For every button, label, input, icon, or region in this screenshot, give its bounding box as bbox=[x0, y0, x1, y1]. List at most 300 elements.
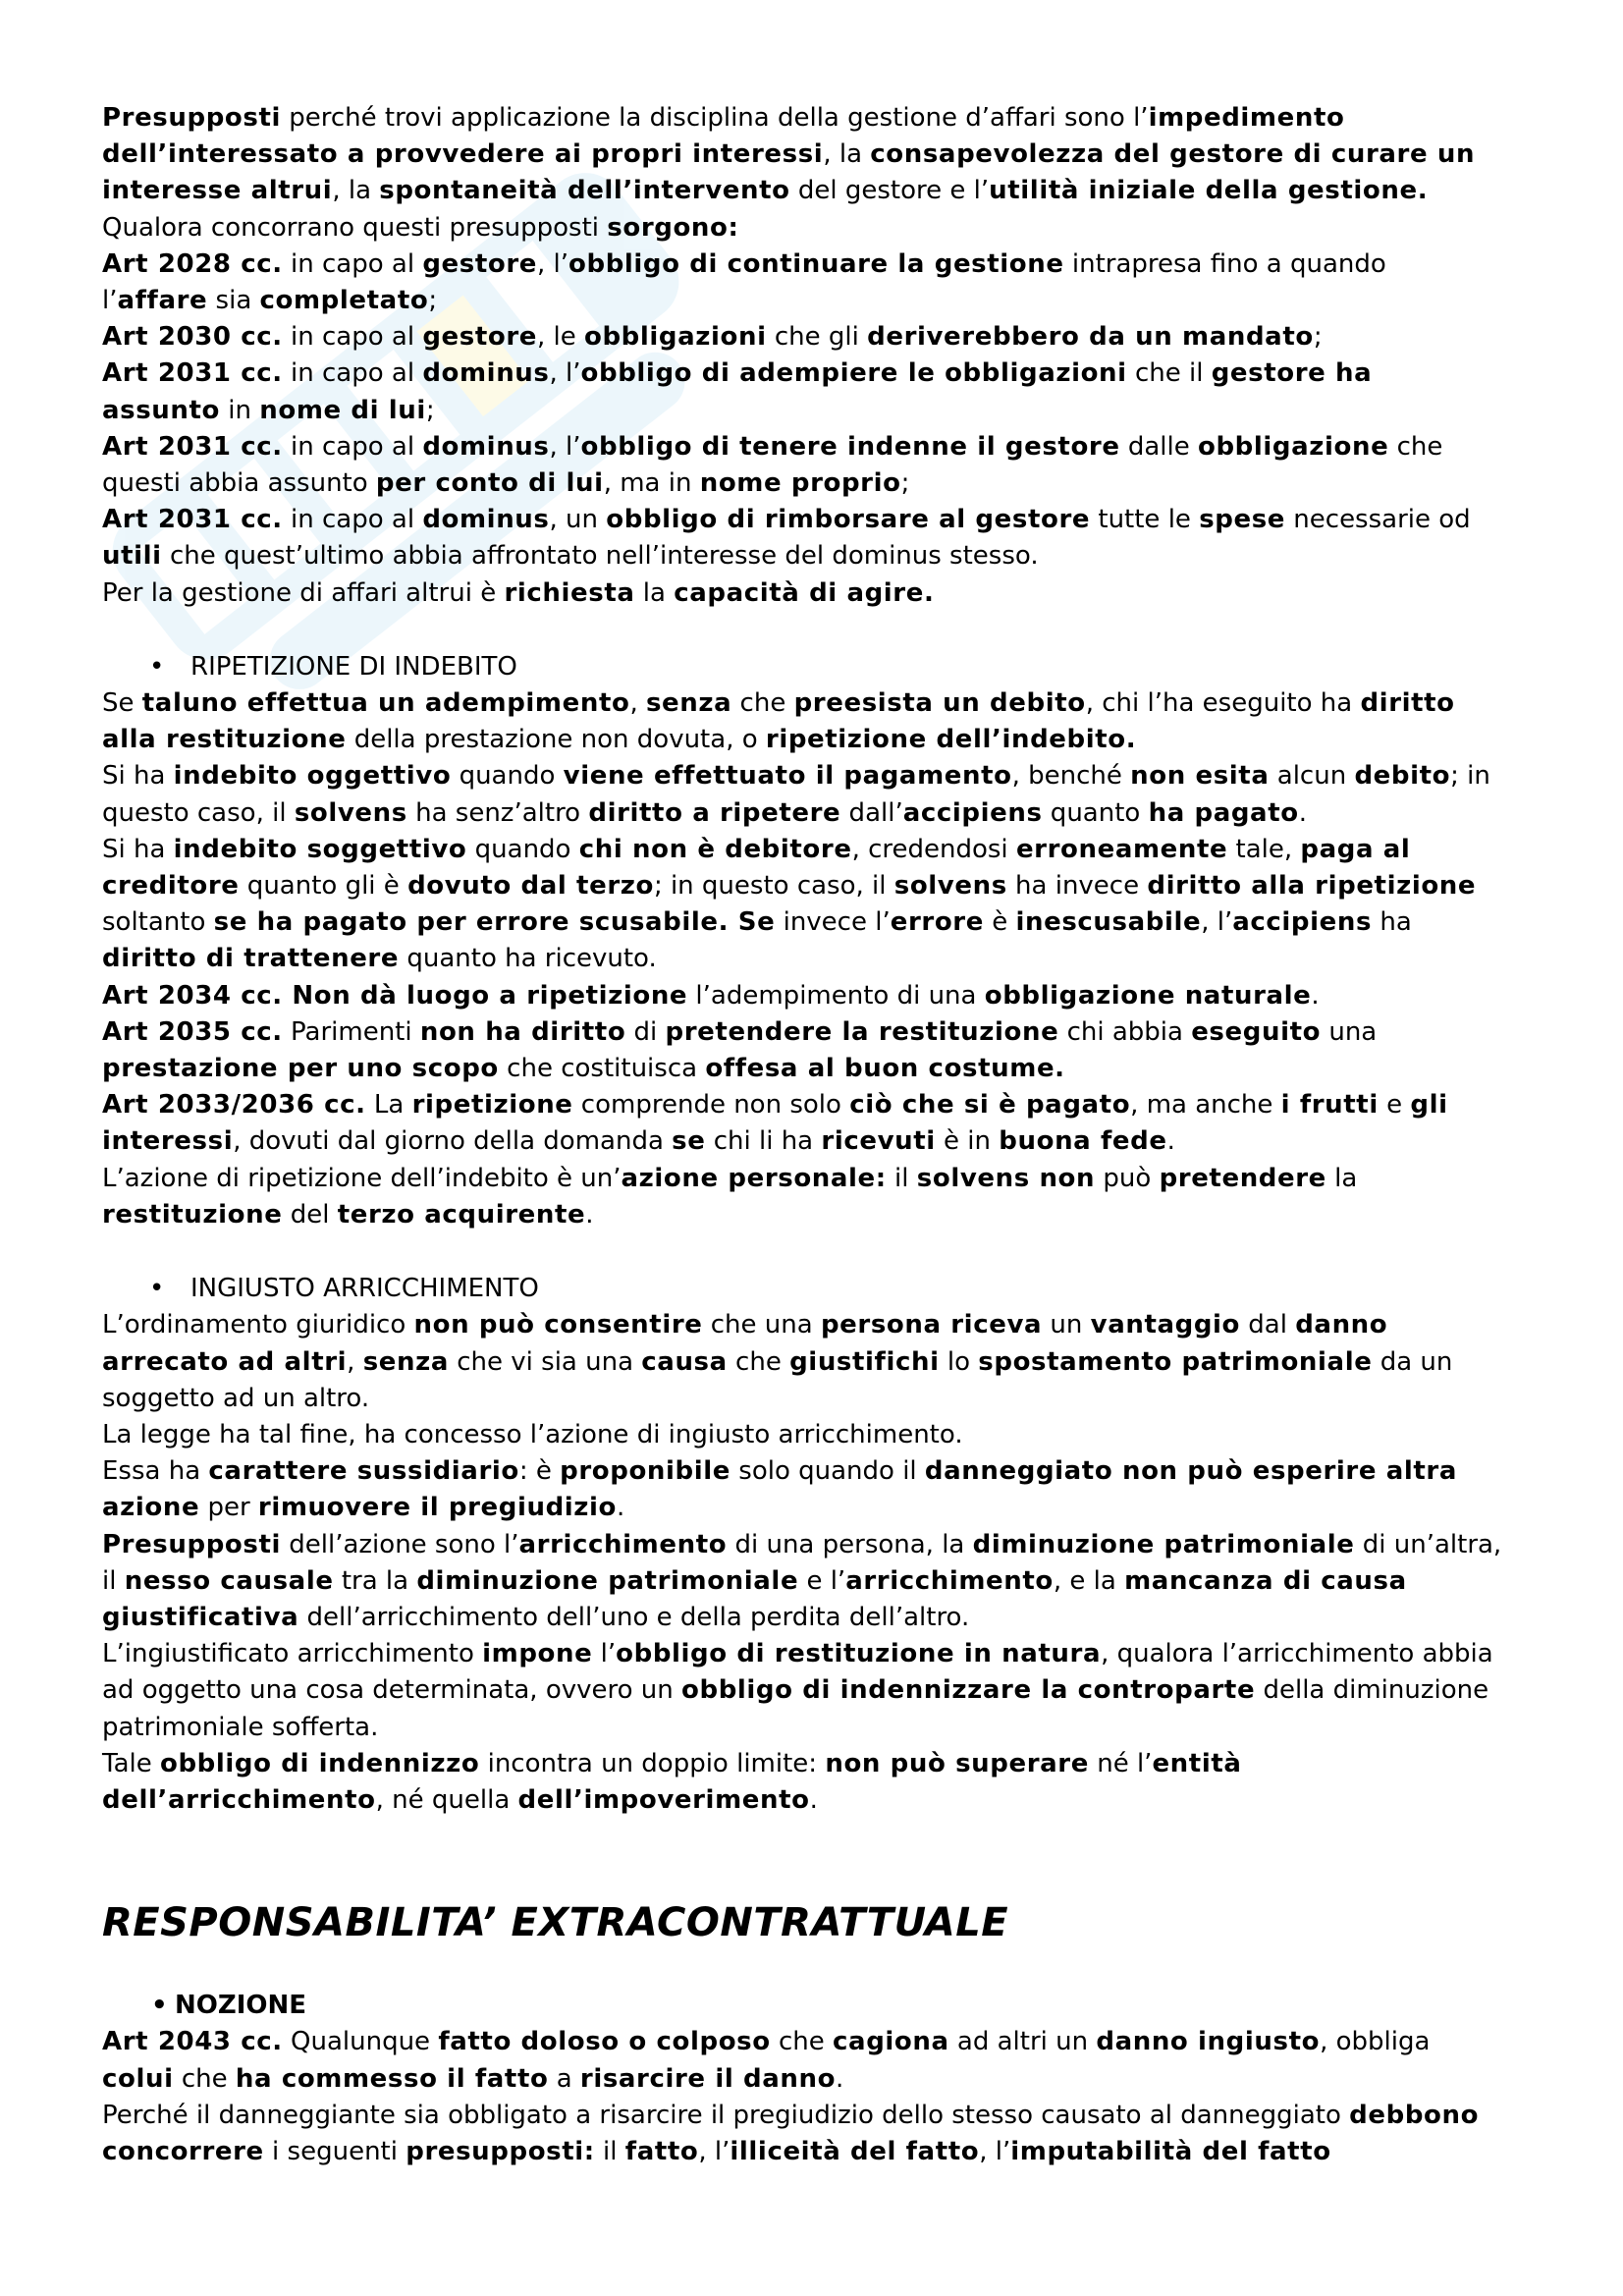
bold-term: dovuto dal terzo bbox=[407, 871, 654, 902]
text-run: : è bbox=[518, 1456, 561, 1487]
text-run: che costituisca bbox=[498, 1054, 706, 1084]
text-run: che bbox=[731, 688, 794, 719]
text-run: , bbox=[347, 1346, 363, 1377]
bullet-heading bbox=[102, 1988, 1536, 2024]
bullet-dot: • bbox=[151, 1991, 168, 2021]
text-run: , un bbox=[549, 505, 607, 535]
text-run: , dovuti dal giorno della domanda bbox=[233, 1126, 673, 1157]
text-run: che quest’ultimo abbia affrontato nell’interesse del dominus stesso. bbox=[161, 541, 1039, 572]
bold-term: offesa al buon costume. bbox=[705, 1054, 1065, 1084]
text-run: Per la gestione di affari altrui è bbox=[102, 577, 505, 608]
text-line bbox=[102, 1527, 1536, 1563]
bold-term: colui bbox=[102, 2063, 174, 2094]
text-run: , e la bbox=[1053, 1565, 1125, 1596]
bold-term: se ha pagato per errore scusabile. Se bbox=[213, 907, 776, 938]
text-run: che il bbox=[1126, 358, 1212, 389]
bold-term: rimuovere il pregiudizio bbox=[257, 1493, 618, 1523]
bold-term: indebito oggettivo bbox=[173, 761, 452, 792]
paragraph bbox=[102, 100, 1536, 612]
text-run: di una persona, la bbox=[727, 1529, 973, 1559]
bold-term: persona riceva bbox=[820, 1310, 1043, 1340]
bold-term: obbligo di restituzione in natura bbox=[616, 1639, 1102, 1669]
text-line bbox=[102, 1710, 1536, 1746]
text-run: Parimenti bbox=[282, 1016, 420, 1047]
bold-term: obbligo di adempiere le obbligazioni bbox=[580, 358, 1127, 389]
bold-term: creditore bbox=[102, 871, 240, 902]
text-line bbox=[102, 832, 1536, 868]
text-line bbox=[102, 2134, 1536, 2170]
bold-term: proponibile bbox=[560, 1456, 731, 1487]
text-run: la bbox=[1325, 1163, 1358, 1193]
text-line bbox=[102, 1746, 1536, 1782]
paragraph bbox=[102, 685, 1536, 1233]
text-run: in capo al bbox=[282, 248, 423, 279]
text-line bbox=[102, 978, 1536, 1014]
bullet-heading bbox=[102, 649, 1536, 685]
bold-term: presupposti: bbox=[406, 2136, 595, 2166]
bold-term: paga al bbox=[1300, 834, 1411, 864]
bold-term: gli bbox=[1410, 1090, 1448, 1121]
bold-term: debbono bbox=[1349, 2100, 1480, 2130]
text-line bbox=[102, 1782, 1536, 1819]
bold-term: cagiona bbox=[833, 2027, 949, 2057]
text-line bbox=[102, 1051, 1536, 1087]
text-run: Se bbox=[102, 688, 142, 719]
bold-term: completato bbox=[259, 286, 429, 316]
bold-term: diritto di trattenere bbox=[102, 944, 400, 974]
text-run: L’azione di ripetizione dell’indebito è un’ bbox=[102, 1163, 622, 1193]
bold-term: buona fede bbox=[999, 1126, 1167, 1157]
bold-term: ripetizione bbox=[411, 1090, 573, 1121]
text-run: Essa ha bbox=[102, 1456, 209, 1487]
text-run: , l’ bbox=[536, 248, 569, 279]
bold-term: utili bbox=[102, 541, 162, 572]
spacer bbox=[102, 1233, 1536, 1271]
text-line bbox=[102, 100, 1536, 137]
bold-term: ha commesso il fatto bbox=[235, 2063, 549, 2094]
text-run: e l’ bbox=[798, 1565, 846, 1596]
bold-term: dell’interessato a provvedere ai propri interessi bbox=[102, 139, 824, 170]
text-run: Qualora concorrano questi presupposti bbox=[102, 212, 608, 243]
bold-term: dominus bbox=[422, 358, 550, 389]
text-run: che gli bbox=[766, 322, 868, 353]
text-run: , né quella bbox=[375, 1784, 518, 1815]
text-line bbox=[102, 1344, 1536, 1381]
text-run: Qualunque bbox=[282, 2027, 439, 2057]
bold-term: obbligo di indennizzare la controparte bbox=[681, 1675, 1256, 1706]
text-run: tra la bbox=[333, 1565, 417, 1596]
bold-term: non può consentire bbox=[413, 1310, 703, 1340]
text-line bbox=[102, 2024, 1536, 2060]
document-page bbox=[102, 100, 1536, 2170]
bold-term: gestore bbox=[422, 248, 537, 279]
bold-term: accipiens bbox=[1232, 907, 1373, 938]
bold-term: non può superare bbox=[825, 1748, 1089, 1778]
text-run: dal bbox=[1240, 1310, 1296, 1340]
bold-term: capacità di agire. bbox=[674, 577, 935, 608]
text-run: è in bbox=[935, 1126, 1000, 1157]
text-run: quanto ha ricevuto. bbox=[399, 944, 657, 974]
bold-term: dominus bbox=[422, 431, 550, 462]
bold-term: Art 2031 cc. bbox=[102, 505, 283, 535]
text-run: il bbox=[886, 1163, 917, 1193]
bold-term: Art 2031 cc. bbox=[102, 358, 283, 389]
text-line bbox=[102, 319, 1536, 355]
bold-term: risarcire il danno bbox=[579, 2063, 837, 2094]
bold-term: giustifichi bbox=[789, 1346, 940, 1377]
bold-term: affare bbox=[117, 286, 208, 316]
bold-term: accipiens bbox=[902, 797, 1043, 828]
bold-term: dell’arricchimento bbox=[102, 1784, 376, 1815]
text-run: quanto bbox=[1042, 797, 1149, 828]
bullet-dot: • bbox=[149, 651, 165, 682]
text-line bbox=[102, 1014, 1536, 1051]
text-run: la bbox=[634, 577, 675, 608]
text-run: , credendosi bbox=[851, 834, 1016, 864]
bold-term: pretendere bbox=[1159, 1163, 1326, 1193]
text-run: Si ha bbox=[102, 834, 174, 864]
text-line bbox=[102, 1161, 1536, 1197]
text-run: soggetto ad un altro. bbox=[102, 1383, 370, 1413]
bold-term: obbligazione naturale bbox=[984, 980, 1312, 1011]
text-line bbox=[102, 502, 1536, 538]
text-run: questo caso, il bbox=[102, 797, 295, 828]
text-run: , benché bbox=[1011, 761, 1131, 792]
bold-term: danno bbox=[1295, 1310, 1388, 1340]
text-run: . bbox=[836, 2063, 844, 2094]
text-run: intrapresa fino a quando bbox=[1063, 248, 1386, 279]
text-run: ad oggetto una cosa determinata, ovvero un bbox=[102, 1675, 682, 1706]
text-line bbox=[102, 246, 1536, 283]
bold-term: interessi bbox=[102, 1126, 234, 1157]
bold-term: chi non è debitore bbox=[578, 834, 852, 864]
bold-term: fatto doloso o colposo bbox=[438, 2027, 771, 2057]
spacer bbox=[102, 1819, 1536, 1895]
text-run: da un bbox=[1372, 1346, 1453, 1377]
bold-term: carattere sussidiario bbox=[208, 1456, 519, 1487]
paragraph bbox=[102, 2024, 1536, 2170]
bold-term: se bbox=[672, 1126, 706, 1157]
text-run: , l’ bbox=[979, 2136, 1011, 2166]
text-run: l’adempimento di una bbox=[687, 980, 985, 1011]
text-run: Si ha bbox=[102, 761, 174, 792]
text-run: ; in questo caso, il bbox=[653, 871, 894, 902]
bold-term: non ha diritto bbox=[419, 1016, 626, 1047]
bold-term: Art 2034 cc. Non dà luogo a ripetizione bbox=[102, 980, 688, 1011]
bold-term: diritto alla ripetizione bbox=[1147, 871, 1477, 902]
text-run: di un’altra, bbox=[1354, 1529, 1502, 1559]
bold-term: deriverebbero da un mandato bbox=[867, 322, 1314, 353]
text-line bbox=[102, 1453, 1536, 1490]
text-run: dell’arricchimento dell’uno e della perdita dell’altro. bbox=[298, 1602, 970, 1632]
bold-term: eseguito bbox=[1191, 1016, 1322, 1047]
bold-term: Art 2028 cc. bbox=[102, 248, 283, 279]
bold-term: ricevuti bbox=[821, 1126, 936, 1157]
bold-term: Presupposti bbox=[102, 103, 281, 133]
bold-term: dominus bbox=[422, 505, 550, 535]
text-run: solo quando il bbox=[730, 1456, 925, 1487]
text-run: , la bbox=[332, 176, 380, 206]
bold-term: arricchimento bbox=[845, 1565, 1054, 1596]
text-line bbox=[102, 173, 1536, 209]
bold-term: Art 2043 cc. bbox=[102, 2027, 283, 2057]
bold-term: azione bbox=[102, 1493, 200, 1523]
bold-term: obbligazioni bbox=[584, 322, 767, 353]
spacer bbox=[102, 612, 1536, 649]
bold-term: ripetizione dell’indebito. bbox=[765, 725, 1137, 755]
text-run: che bbox=[770, 2027, 834, 2057]
bold-term: impone bbox=[482, 1639, 593, 1669]
text-run: della prestazione non dovuta, o bbox=[346, 725, 766, 755]
bold-term: obbligo di continuare la gestione bbox=[568, 248, 1064, 279]
text-run: è bbox=[983, 907, 1016, 938]
text-run: quanto gli è bbox=[239, 871, 408, 902]
bold-term: spostamento patrimoniale bbox=[978, 1346, 1373, 1377]
bullet-heading-text: NOZIONE bbox=[175, 1991, 307, 2021]
text-run: . bbox=[617, 1493, 625, 1523]
bold-term: gestore bbox=[422, 322, 537, 353]
bold-term: pretendere la restituzione bbox=[665, 1016, 1059, 1047]
bold-term: solvens non bbox=[916, 1163, 1096, 1193]
text-run: tale, bbox=[1227, 834, 1301, 864]
bold-term: inescusabile bbox=[1015, 907, 1202, 938]
text-run: l’ bbox=[592, 1639, 617, 1669]
text-line bbox=[102, 393, 1536, 429]
text-run: dalle bbox=[1119, 431, 1198, 462]
bold-term: prestazione per uno scopo bbox=[102, 1054, 499, 1084]
bold-term: senza bbox=[362, 1346, 449, 1377]
text-run: ; bbox=[425, 395, 435, 425]
bold-term: indebito soggettivo bbox=[173, 834, 467, 864]
text-run: dall’ bbox=[840, 797, 903, 828]
text-line bbox=[102, 210, 1536, 246]
bold-term: per conto di lui bbox=[375, 468, 604, 499]
bold-term: obbligo di tenere indenne il gestore bbox=[580, 431, 1120, 462]
bold-term: illiceità del fatto bbox=[730, 2136, 980, 2166]
bold-term: obbligazione bbox=[1198, 431, 1389, 462]
bold-term: richiesta bbox=[504, 577, 635, 608]
text-run: della diminuzione bbox=[1255, 1675, 1489, 1706]
bold-term: azione personale: bbox=[621, 1163, 887, 1193]
text-run: in capo al bbox=[282, 358, 423, 389]
text-run: in capo al bbox=[282, 322, 423, 353]
bold-term: non esita bbox=[1130, 761, 1270, 792]
bold-term: causa bbox=[641, 1346, 728, 1377]
text-line bbox=[102, 465, 1536, 502]
text-line bbox=[102, 575, 1536, 612]
bold-term: diminuzione patrimoniale bbox=[972, 1529, 1355, 1559]
text-run: perché trovi applicazione la disciplina della gestione d’affari sono l’ bbox=[281, 103, 1149, 133]
bold-term: errore bbox=[890, 907, 984, 938]
text-run: quando bbox=[466, 834, 579, 864]
text-run: invece l’ bbox=[775, 907, 891, 938]
text-run: ; bbox=[428, 286, 438, 316]
text-run: , ma anche bbox=[1130, 1090, 1281, 1121]
text-run: che una bbox=[702, 1310, 821, 1340]
text-run: l’ bbox=[102, 286, 118, 316]
text-run: ad altri un bbox=[948, 2027, 1097, 2057]
bold-term: ciò che si è pagato bbox=[849, 1090, 1131, 1121]
bold-term: nome di lui bbox=[259, 395, 426, 425]
text-run: Tale bbox=[102, 1748, 160, 1778]
bold-term: assunto bbox=[102, 395, 221, 425]
text-line bbox=[102, 1672, 1536, 1709]
text-run: può bbox=[1095, 1163, 1160, 1193]
text-line bbox=[102, 758, 1536, 794]
text-line bbox=[102, 137, 1536, 173]
text-run: tutte le bbox=[1090, 505, 1200, 535]
bullet-heading bbox=[102, 1271, 1536, 1307]
text-run: questi abbia assunto bbox=[102, 468, 376, 499]
bold-term: obbligo di indennizzo bbox=[160, 1748, 480, 1778]
text-run: per bbox=[199, 1493, 258, 1523]
text-run: , ma in bbox=[603, 468, 700, 499]
text-run: La legge ha tal fine, ha concesso l’azione di ingiusto arricchimento. bbox=[102, 1419, 963, 1449]
bold-term: impedimento bbox=[1148, 103, 1345, 133]
bold-term: erroneamente bbox=[1015, 834, 1228, 864]
bold-term: viene effettuato il pagamento bbox=[563, 761, 1012, 792]
text-run: . bbox=[809, 1784, 818, 1815]
text-line bbox=[102, 1307, 1536, 1343]
bold-term: diminuzione patrimoniale bbox=[416, 1565, 799, 1596]
text-line bbox=[102, 795, 1536, 832]
text-run: , l’ bbox=[549, 358, 581, 389]
bold-term: preesista un debito bbox=[793, 688, 1086, 719]
bold-term: Art 2033/2036 cc. bbox=[102, 1090, 366, 1121]
spacer bbox=[102, 1950, 1536, 1988]
text-line bbox=[102, 1600, 1536, 1636]
bold-term: consapevolezza del gestore di curare un bbox=[870, 139, 1476, 170]
text-line bbox=[102, 355, 1536, 392]
bold-term: Art 2031 cc. bbox=[102, 431, 283, 462]
text-run: i seguenti bbox=[263, 2136, 406, 2166]
bold-term: solvens bbox=[893, 871, 1007, 902]
bold-term: alla restituzione bbox=[102, 725, 347, 755]
text-run: , l’ bbox=[549, 431, 581, 462]
text-run: in capo al bbox=[282, 431, 423, 462]
text-run: una bbox=[1321, 1016, 1378, 1047]
text-line bbox=[102, 1197, 1536, 1233]
text-line bbox=[102, 685, 1536, 722]
text-run: , la bbox=[823, 139, 871, 170]
bold-term: restituzione bbox=[102, 1199, 283, 1230]
text-run: , qualora l’arricchimento abbia bbox=[1101, 1639, 1493, 1669]
text-line bbox=[102, 904, 1536, 941]
text-run: che bbox=[727, 1346, 790, 1377]
text-run: il bbox=[594, 2136, 625, 2166]
text-line bbox=[102, 1417, 1536, 1453]
text-line bbox=[102, 1563, 1536, 1600]
bold-term: imputabilità del fatto bbox=[1010, 2136, 1331, 2166]
section-title: RESPONSABILITA’ EXTRACONTRATTUALE bbox=[102, 1900, 1009, 1946]
bold-term: dell’impoverimento bbox=[517, 1784, 810, 1815]
bold-term: danno ingiusto bbox=[1096, 2027, 1321, 2057]
bold-term: mancanza di causa bbox=[1124, 1565, 1407, 1596]
bold-term: taluno effettua un adempimento bbox=[141, 688, 630, 719]
bold-term: Presupposti bbox=[102, 1529, 281, 1559]
bold-term: spontaneità dell’intervento bbox=[379, 176, 790, 206]
text-line bbox=[102, 2061, 1536, 2098]
text-line bbox=[102, 1636, 1536, 1672]
text-run: . bbox=[1166, 1126, 1175, 1157]
text-run: quando bbox=[451, 761, 564, 792]
text-run: il bbox=[102, 1565, 125, 1596]
text-run: lo bbox=[939, 1346, 979, 1377]
text-run: , l’ bbox=[1201, 907, 1233, 938]
bold-term: interesse altrui bbox=[102, 176, 333, 206]
bold-term: i frutti bbox=[1280, 1090, 1379, 1121]
bold-term: entità bbox=[1152, 1748, 1242, 1778]
text-run: che vi sia una bbox=[448, 1346, 642, 1377]
text-run: , bbox=[629, 688, 646, 719]
text-run: dell’azione sono l’ bbox=[281, 1529, 519, 1559]
text-run: che bbox=[1388, 431, 1443, 462]
text-run: La bbox=[365, 1090, 412, 1121]
bold-term: vantaggio bbox=[1090, 1310, 1241, 1340]
text-run: soltanto bbox=[102, 907, 214, 938]
bold-term: arricchimento bbox=[518, 1529, 728, 1559]
bold-term: diritto bbox=[1360, 688, 1455, 719]
text-run: , le bbox=[536, 322, 584, 353]
text-run: chi li ha bbox=[705, 1126, 822, 1157]
text-run: L’ordinamento giuridico bbox=[102, 1310, 414, 1340]
text-line bbox=[102, 1381, 1536, 1417]
bold-term: diritto a ripetere bbox=[588, 797, 841, 828]
text-line bbox=[102, 283, 1536, 319]
text-run: ; bbox=[900, 468, 910, 499]
text-run: ha senz’altro bbox=[406, 797, 589, 828]
text-run: . bbox=[585, 1199, 594, 1230]
text-run: . bbox=[1311, 980, 1320, 1011]
text-line bbox=[102, 538, 1536, 574]
bold-term: fatto bbox=[624, 2136, 699, 2166]
bold-term: nesso causale bbox=[124, 1565, 334, 1596]
text-run: in capo al bbox=[282, 505, 423, 535]
text-run: ; bbox=[1313, 322, 1323, 353]
bold-term: sorgono: bbox=[607, 212, 739, 243]
text-line bbox=[102, 868, 1536, 904]
text-run: ha invece bbox=[1006, 871, 1148, 902]
text-line bbox=[102, 429, 1536, 465]
text-run: alcun bbox=[1269, 761, 1355, 792]
text-run: e bbox=[1378, 1090, 1411, 1121]
bold-term: Art 2030 cc. bbox=[102, 322, 283, 353]
text-run: in bbox=[220, 395, 260, 425]
text-run: , chi l’ha eseguito ha bbox=[1085, 688, 1361, 719]
bullet-heading-text: INGIUSTO ARRICCHIMENTO bbox=[190, 1274, 539, 1304]
text-line bbox=[102, 1087, 1536, 1123]
bullet-heading-text: RIPETIZIONE DI INDEBITO bbox=[190, 651, 517, 682]
text-run: Perché il danneggiante sia obbligato a risarcire il pregiudizio dello stesso causato al danneggiato bbox=[102, 2100, 1350, 2130]
bold-term: arrecato ad altri bbox=[102, 1346, 348, 1377]
text-line bbox=[102, 941, 1536, 977]
bold-term: nome proprio bbox=[699, 468, 901, 499]
bold-term: terzo acquirente bbox=[337, 1199, 586, 1230]
text-run: né l’ bbox=[1088, 1748, 1153, 1778]
text-run: del gestore e l’ bbox=[789, 176, 990, 206]
bold-term: Art 2035 cc. bbox=[102, 1016, 283, 1047]
bold-term: spese bbox=[1199, 505, 1286, 535]
text-line bbox=[102, 2098, 1536, 2134]
text-run: di bbox=[625, 1016, 666, 1047]
text-line bbox=[102, 1123, 1536, 1160]
text-run: del bbox=[282, 1199, 338, 1230]
text-run: che bbox=[173, 2063, 236, 2094]
bold-term: senza bbox=[645, 688, 732, 719]
text-run: , obbliga bbox=[1320, 2027, 1431, 2057]
text-line bbox=[102, 1490, 1536, 1526]
text-run: comprende non solo bbox=[572, 1090, 850, 1121]
